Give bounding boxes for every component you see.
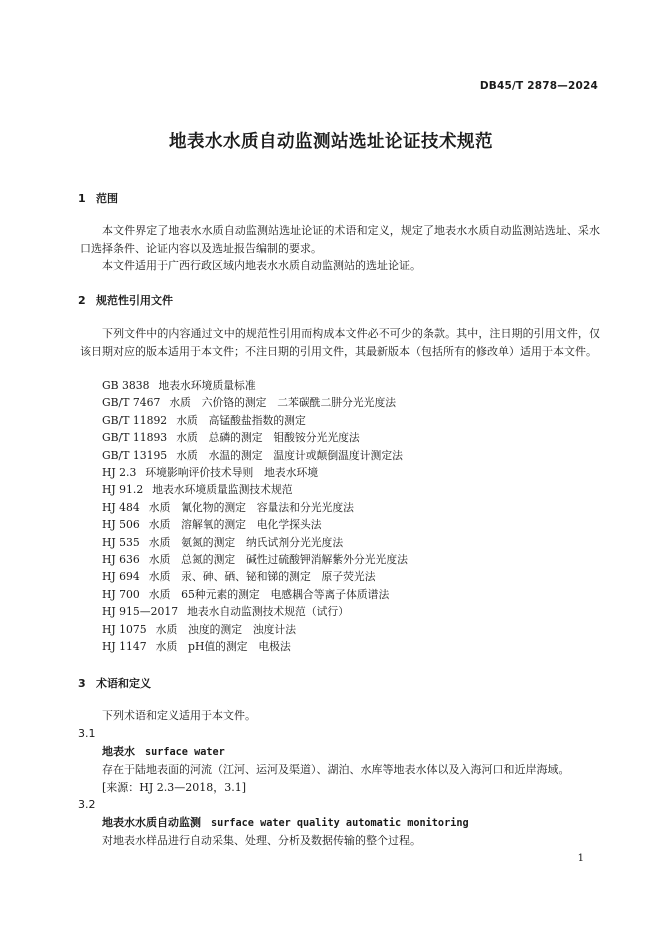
reference-title: 水质 汞、砷、硒、铋和锑的测定 原子荧光法 xyxy=(148,570,376,584)
reference-title: 水质 65种元素的测定 电感耦合等离子体质谱法 xyxy=(148,587,390,601)
reference-item xyxy=(102,534,408,551)
reference-list xyxy=(102,377,408,656)
section-title: 范围 xyxy=(96,192,118,205)
reference-code: HJ 636 xyxy=(102,553,140,567)
section-number: 3 xyxy=(78,677,86,690)
reference-code: GB 3838 xyxy=(102,379,150,392)
reference-code: HJ 484 xyxy=(102,500,140,514)
term-heading xyxy=(102,743,225,759)
reference-item xyxy=(102,377,408,394)
document-title: 地表水水质自动监测站选址论证技术规范 xyxy=(169,132,493,152)
term-definition: 对地表水样品进行自动采集、处理、分析及数据传输的整个过程。 xyxy=(102,834,421,847)
reference-code: HJ 91.2 xyxy=(102,483,144,497)
term-chinese: 地表水 xyxy=(102,745,135,758)
reference-title: 地表水环境质量监测技术规范 xyxy=(152,483,293,497)
section-heading-normative-references xyxy=(78,292,173,308)
term-number: 3.2 xyxy=(78,798,96,811)
term-heading xyxy=(102,814,469,830)
reference-title: 水质 pH值的测定 电极法 xyxy=(155,640,291,654)
reference-item xyxy=(102,516,408,533)
reference-title: 地表水自动监测技术规范（试行） xyxy=(187,605,350,619)
reference-item xyxy=(102,447,408,464)
reference-code: HJ 506 xyxy=(102,518,140,532)
section-heading-terms xyxy=(78,675,151,691)
reference-item xyxy=(102,568,408,585)
reference-code: GB/T 7467 xyxy=(102,396,161,410)
scope-paragraph-2: 本文件适用于广西行政区域内地表水水质自动监测站的选址论证。 xyxy=(102,259,421,272)
page-number: 1 xyxy=(577,853,584,864)
reference-title: 水质 总氮的测定 碱性过硫酸钾消解紫外分光光度法 xyxy=(148,553,408,567)
reference-item xyxy=(102,621,408,638)
term-definition: 存在于陆地表面的河流（江河、运河及渠道）、湖泊、水库等地表水体以及入海河口和近岸海域。 xyxy=(102,763,570,776)
reference-title: 水质 溶解氧的测定 电化学探头法 xyxy=(148,518,322,532)
reference-code: HJ 700 xyxy=(102,587,140,601)
terms-intro: 下列术语和定义适用于本文件。 xyxy=(102,709,256,722)
reference-item xyxy=(102,499,408,516)
reference-title: 水质 高锰酸盐指数的测定 xyxy=(176,413,306,427)
term-english: surface water quality automatic monitoring xyxy=(211,818,469,829)
reference-code: HJ 535 xyxy=(102,535,140,549)
reference-item xyxy=(102,603,408,620)
term-source: [来源：HJ 2.3—2018，3.1] xyxy=(102,781,247,794)
scope-paragraph-1: 本文件界定了地表水水质自动监测站选址论证的术语和定义，规定了地表水水质自动监测站选址、采水口选择条件、论证内容以及选址报告编制的要求。 xyxy=(80,224,600,255)
reference-code: GB/T 13195 xyxy=(102,448,168,462)
reference-code: HJ 1147 xyxy=(102,640,147,654)
reference-code: HJ 915—2017 xyxy=(102,605,179,619)
reference-title: 水质 浊度的测定 浊度计法 xyxy=(155,622,297,636)
reference-item xyxy=(102,481,408,498)
reference-item xyxy=(102,429,408,446)
reference-item xyxy=(102,464,408,481)
section-number: 2 xyxy=(78,294,86,307)
section-heading-scope xyxy=(78,190,118,206)
reference-title: 水质 总磷的测定 钼酸铵分光光度法 xyxy=(176,431,360,445)
reference-code: HJ 1075 xyxy=(102,622,147,636)
standard-code: DB45/T 2878—2024 xyxy=(479,80,598,92)
reference-code: HJ 2.3 xyxy=(102,466,137,480)
reference-item xyxy=(102,412,408,429)
reference-item xyxy=(102,586,408,603)
term-chinese: 地表水水质自动监测 xyxy=(102,816,201,829)
section-title: 规范性引用文件 xyxy=(96,294,173,307)
reference-title: 水质 水温的测定 温度计或颠倒温度计测定法 xyxy=(176,448,403,462)
reference-title: 水质 氨氮的测定 纳氏试剂分光光度法 xyxy=(148,535,344,549)
reference-code: GB/T 11892 xyxy=(102,413,168,427)
references-intro: 下列文件中的内容通过文中的规范性引用而构成本文件必不可少的条款。其中，注日期的引用文件，仅该日期对应的版本适用于本文件；不注日期的引用文件，其最新版本（包括所有的修改单）适用于本文件。 xyxy=(80,327,600,358)
term-english: surface water xyxy=(145,747,225,758)
reference-item xyxy=(102,394,408,411)
reference-title: 水质 氰化物的测定 容量法和分光光度法 xyxy=(148,500,354,514)
reference-code: GB/T 11893 xyxy=(102,431,168,445)
reference-title: 环境影响评价技术导则 地表水环境 xyxy=(145,466,319,480)
reference-item xyxy=(102,638,408,655)
section-number: 1 xyxy=(78,192,86,205)
reference-item xyxy=(102,551,408,568)
reference-code: HJ 694 xyxy=(102,570,140,584)
term-number: 3.1 xyxy=(78,727,96,740)
reference-title: 地表水环境质量标准 xyxy=(158,379,256,392)
reference-title: 水质 六价铬的测定 二苯碳酰二肼分光光度法 xyxy=(169,396,397,410)
section-title: 术语和定义 xyxy=(96,677,151,690)
